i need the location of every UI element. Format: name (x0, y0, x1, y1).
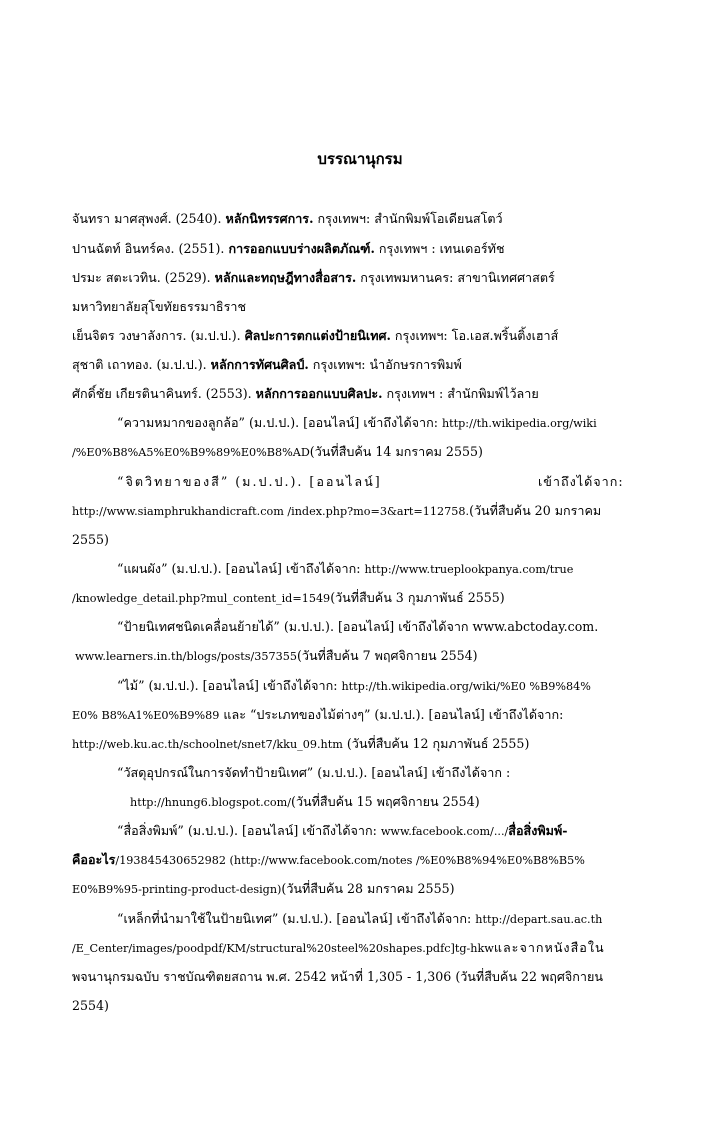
bib-author: ปรมะ สตะเวทิน. (2529). (72, 270, 215, 285)
web-ref-line (117, 822, 567, 841)
bib-entry-continued (72, 298, 246, 316)
web-ref-line (72, 502, 601, 521)
web-ref-url: www.facebook.com/.../ (380, 825, 509, 838)
web-ref-date: (วันที่สืบค้น 15 พฤศจิกายน 2554) (291, 794, 480, 809)
web-ref-line (72, 968, 603, 986)
web-ref-text: พจนานุกรมฉบับ ราชบัณฑิตยสถาน พ.ศ. 2542 หน้าที่ 1,305 - 1,306 (วันที่สืบค้น 22 พฤศจิกายน (72, 969, 603, 984)
web-ref-date: (วันที่สืบค้น 3 กุมภาพันธ์ 2555) (330, 590, 505, 605)
web-ref-text: และจากหนังสือใน (493, 940, 605, 955)
web-ref-line (72, 997, 109, 1015)
web-ref-line (117, 560, 573, 579)
bib-author: เย็นจิตร วงษาลังการ. (ม.ป.ป.). (72, 328, 245, 343)
web-ref-line (117, 910, 602, 929)
web-ref-url: /%E0%B8%A5%E0%B9%89%E0%B8%AD (72, 446, 310, 459)
web-ref-date: (วันที่สืบค้น 7 พฤศจิกายน 2554) (296, 648, 478, 663)
bib-title: หลักการทัศนศิลป์. (210, 357, 309, 372)
bib-author: ศักดิ์ชัย เกียรตินาคินทร์. (2553). (72, 386, 256, 401)
web-ref-url: http://www.siamphrukhandicraft.com /index.php?mo=3&art=112758. (72, 505, 470, 518)
bib-entry (72, 356, 462, 374)
bib-author: ปานฉัตท์ อินทร์คง. (2551). (72, 241, 229, 256)
bib-entry (72, 269, 555, 287)
web-ref-text: และ “ประเภทของไม้ต่างๆ” (ม.ป.ป.). [ออนไลน์] เข้าถึงได้จาก: (219, 707, 564, 722)
web-ref-url: http://hnung6.blogspot.com/ (130, 796, 292, 809)
web-ref-line (130, 793, 480, 812)
bib-title: หลักการออกแบบศิลปะ. (255, 386, 383, 401)
bib-entry (72, 327, 558, 345)
web-ref-url: /E_Center/images/poodpdf/KM/structural%20steel%20shapes.pdfc]tg-hkw (72, 942, 494, 955)
web-ref-line (72, 735, 529, 754)
web-ref-line (72, 531, 109, 549)
web-ref-bold-term: คืออะไร (72, 852, 116, 867)
web-ref-url: http://depart.sau.ac.th (475, 913, 603, 926)
bib-entry (72, 385, 539, 403)
bib-entry (72, 240, 505, 258)
web-ref-url: http://th.wikipedia.org/wiki/%E0 %B9%84% (341, 680, 591, 693)
bib-publisher: มหาวิทยาลัยสุโขทัยธรรมาธิราช (72, 299, 246, 314)
web-ref-line (117, 618, 598, 636)
bib-title: หลักนิทรรศการ. (225, 211, 314, 226)
web-ref-date: 2554) (72, 998, 109, 1013)
web-ref-url: http://web.ku.ac.th/schoolnet/snet7/kku_09.htm (72, 738, 343, 751)
web-ref-url: E0% B8%A1%E0%B9%89 (72, 709, 220, 722)
web-ref-url: http://th.wikipedia.org/wiki (441, 417, 597, 430)
web-ref-bold-term: สื่อสิ่งพิมพ์- (508, 823, 568, 838)
web-ref-line (117, 764, 510, 782)
web-ref-line (117, 414, 597, 433)
web-ref-line (75, 647, 478, 666)
web-ref-date: (วันที่สืบค้น 28 มกราคม 2555) (281, 881, 455, 896)
bib-publisher: กรุงเทพมหานคร: สาขานิเทศศาสตร์ (356, 270, 555, 285)
web-ref-text: “วัสดุอุปกรณ์ในการจัดทำป้ายนิเทศ” (ม.ป.ป.). [ออนไลน์] เข้าถึงได้จาก : (117, 765, 511, 780)
bib-author: จันทรา มาศสุพงศ์. (2540). (72, 211, 226, 226)
bib-author: สุชาติ เถาทอง. (ม.ป.ป.). (72, 357, 211, 372)
page-title: บรรณานุกรม (317, 150, 403, 168)
web-ref-date: (วันที่สืบค้น 20 มกราคม (469, 503, 602, 518)
web-ref-line (72, 880, 455, 899)
bib-title: ศิลปะการตกแต่งป้ายนิเทศ. (244, 328, 391, 343)
web-ref-text: “เหล็กที่นำมาใช้ในป้ายนิเทศ” (ม.ป.ป.). [ออนไลน์] เข้าถึงได้จาก: (117, 911, 476, 926)
web-ref-line (117, 473, 382, 491)
web-ref-url: E0%B9%95-printing-product-design) (72, 883, 282, 896)
bib-publisher: กรุงเทพฯ: โอ.เอส.พริ้นติ้งเฮาส์ (390, 328, 559, 343)
web-ref-line (72, 706, 563, 725)
web-ref-line (72, 443, 483, 462)
bib-entry (72, 210, 503, 228)
web-ref-text: “จิตวิทยาของสี” (ม.ป.ป.). [ออนไลน์] (117, 474, 382, 489)
web-ref-line (72, 851, 585, 870)
web-ref-text: “แผนผัง” (ม.ป.ป.). [ออนไลน์] เข้าถึงได้จาก: (117, 561, 365, 576)
web-ref-text: “ความหมากของลูกล้อ” (ม.ป.ป.). [ออนไลน์] เข้าถึงได้จาก: (117, 415, 442, 430)
web-ref-url: www.learners.in.th/blogs/posts/357355 (75, 650, 297, 663)
web-ref-date: 2555) (72, 532, 109, 547)
web-ref-access-label: เข้าถึงได้จาก: (538, 474, 624, 489)
bib-publisher: กรุงเทพฯ : สำนักพิมพ์ไว้ลาย (382, 386, 539, 401)
web-ref-date: (วันที่สืบค้น 12 กุมภาพันธ์ 2555) (342, 736, 530, 751)
web-ref-text: “สื่อสิ่งพิมพ์” (ม.ป.ป.). [ออนไลน์] เข้าถึงได้จาก: (117, 823, 381, 838)
web-ref-url: /knowledge_detail.php?mul_content_id=1549 (72, 592, 331, 605)
web-ref-line (72, 939, 605, 958)
web-ref-text: “ป้ายนิเทศชนิดเคลื่อนย้ายได้” (ม.ป.ป.). [ออนไลน์] เข้าถึงได้จาก www.abctoday.com. (117, 619, 599, 634)
web-ref-date: (วันที่สืบค้น 14 มกราคม 2555) (309, 444, 483, 459)
bib-publisher: กรุงเทพฯ : เทนเดอร์ทัช (374, 241, 505, 256)
web-ref-url: http://www.trueplookpanya.com/true (364, 563, 574, 576)
web-ref-line (117, 677, 591, 696)
bib-title: หลักและทฤษฎีทางสื่อสาร. (214, 270, 357, 285)
web-ref-url: /193845430652982 (http://www.facebook.com/notes /%E0%B8%94%E0%B8%B5% (115, 854, 585, 867)
web-ref-line (72, 589, 505, 608)
bib-publisher: กรุงเทพฯ: นำอักษรการพิมพ์ (308, 357, 462, 372)
bib-publisher: กรุงเทพฯ: สำนักพิมพ์โอเดียนสโตว์ (313, 211, 503, 226)
bib-title: การออกแบบร่างผลิตภัณฑ์. (228, 241, 375, 256)
web-ref-text: “ไม้” (ม.ป.ป.). [ออนไลน์] เข้าถึงได้จาก: (117, 678, 342, 693)
